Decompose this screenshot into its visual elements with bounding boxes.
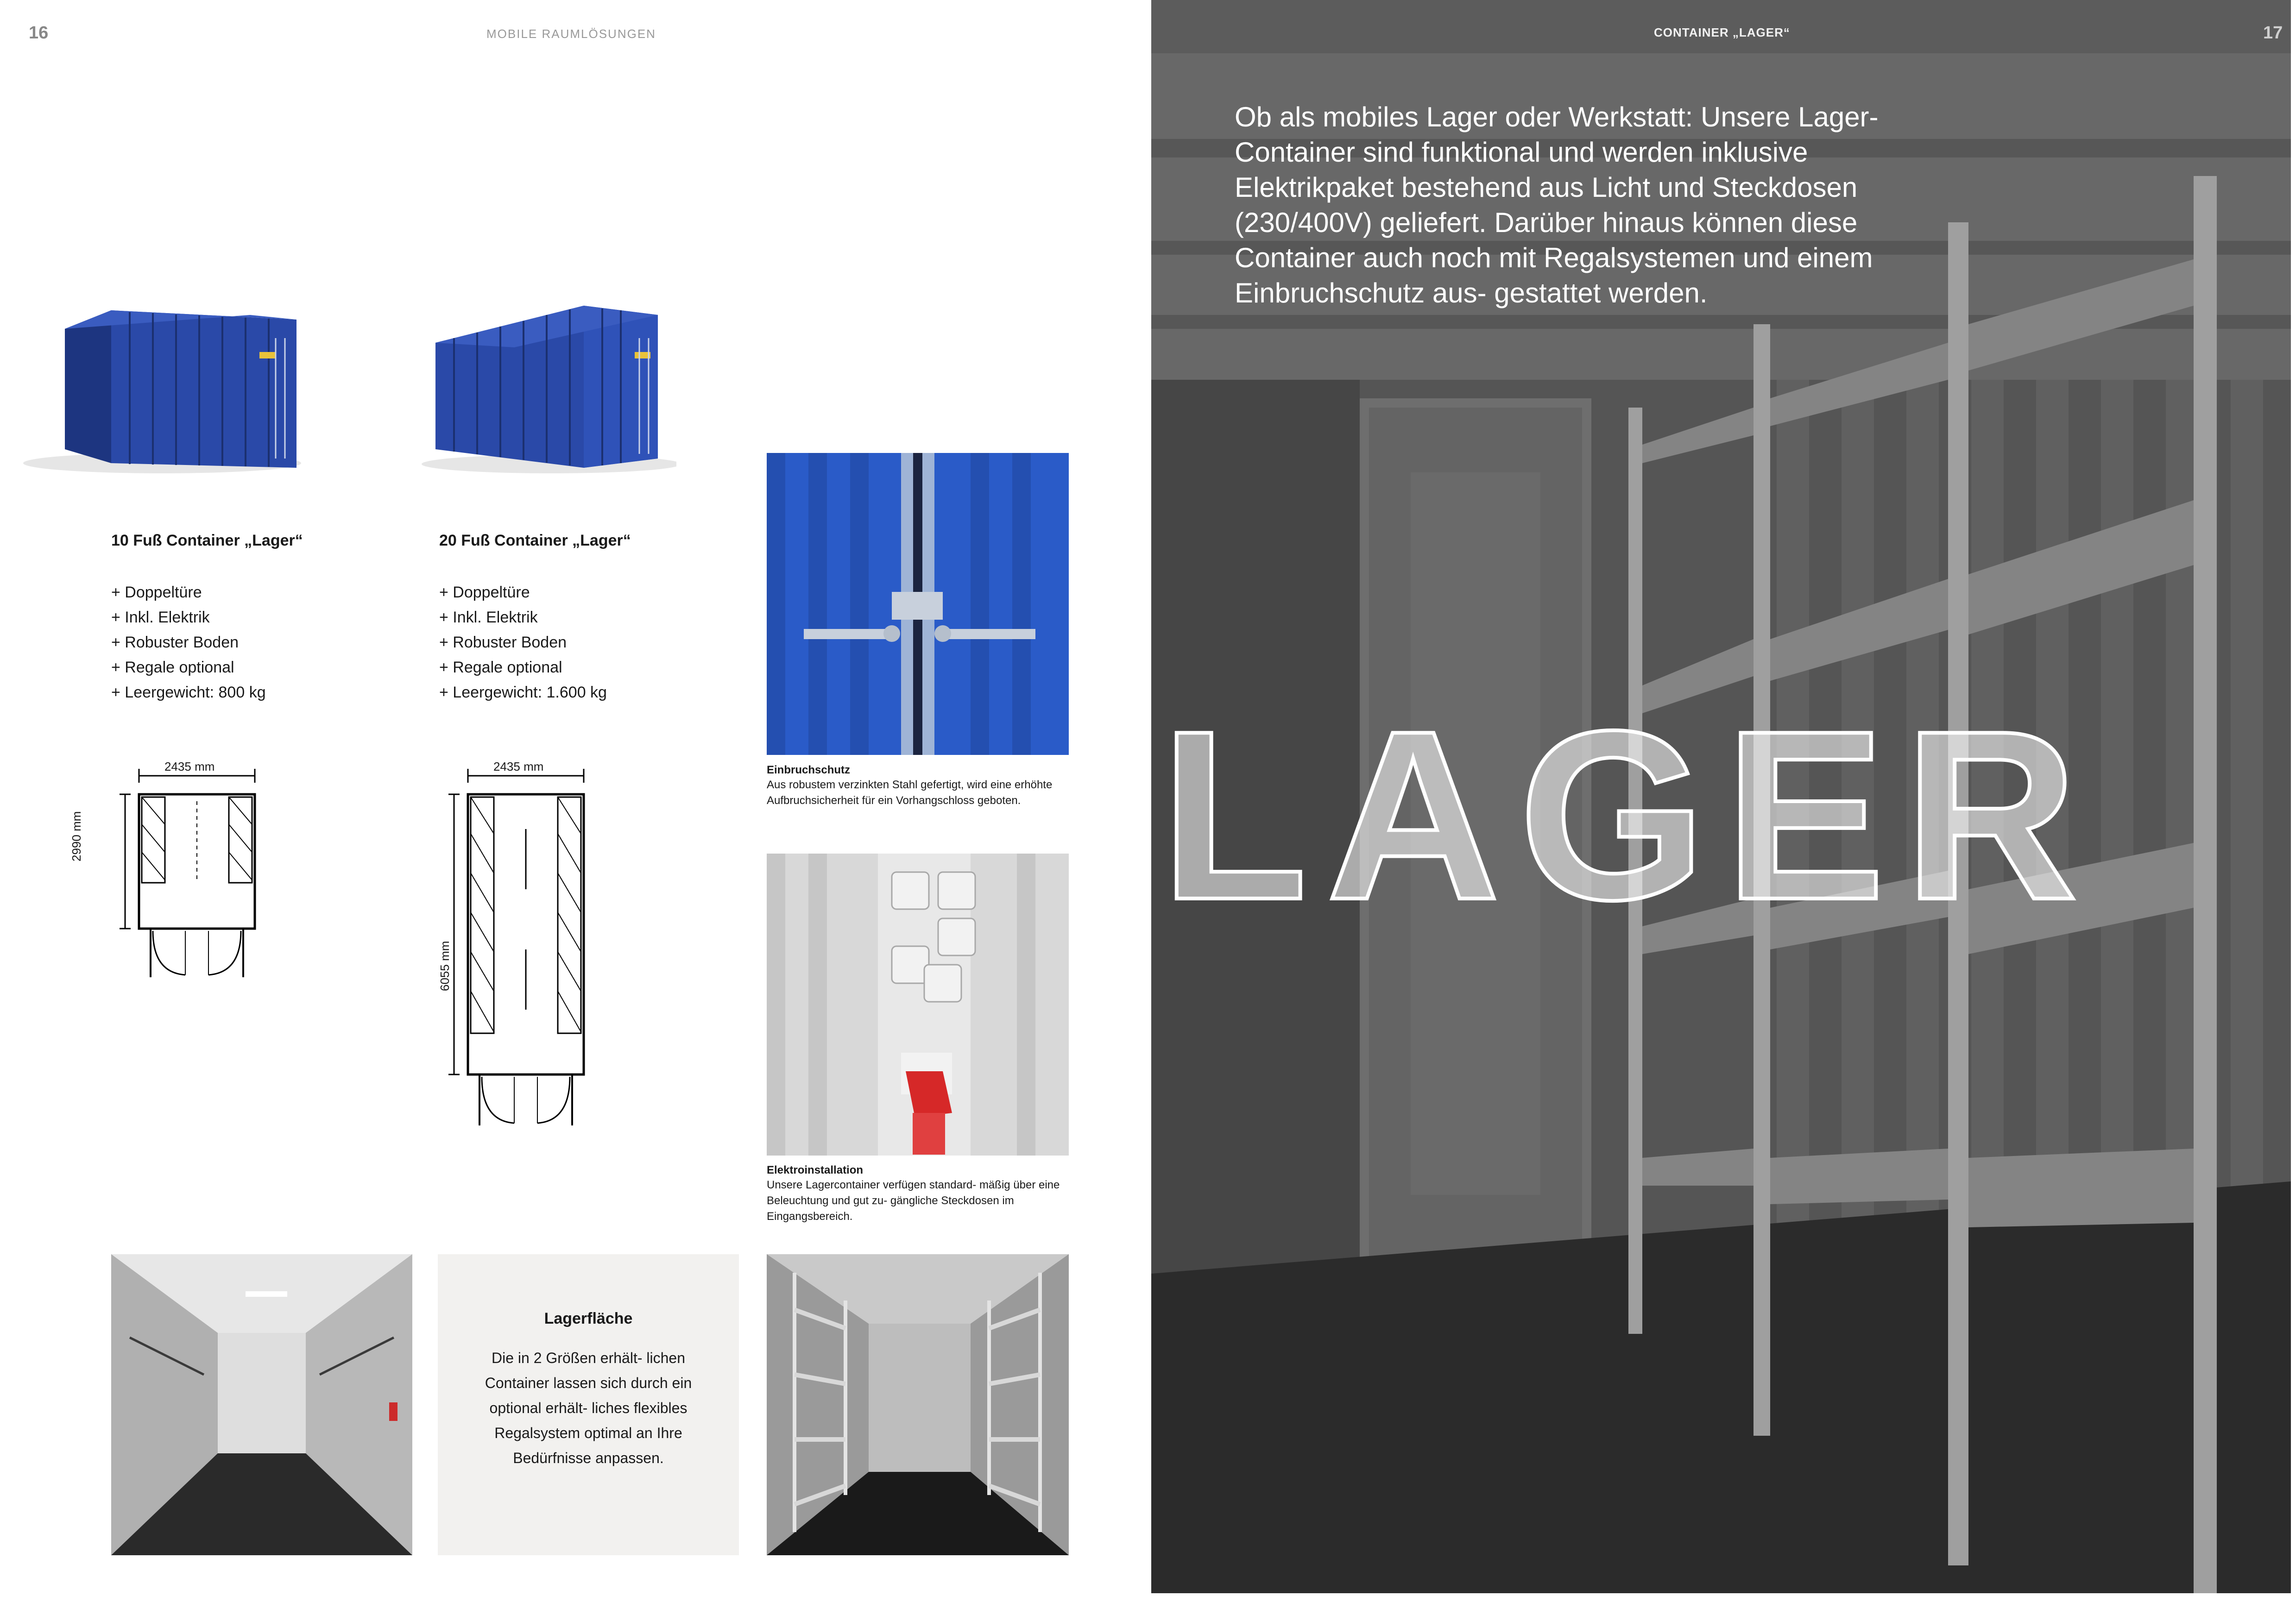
container-10ft-title: 10 Fuß Container „Lager“ <box>111 532 303 549</box>
photo-container-shelves <box>767 1254 1069 1555</box>
einbruchschutz-text: Aus robustem verzinkten Stahl gefertigt, wird eine erhöhte Aufbruchsicherheit für ein Vorhangschloss geboten. <box>767 779 1053 807</box>
feature-item: + Robuster Boden <box>111 634 239 651</box>
feature-item: + Inkl. Elektrik <box>439 609 538 626</box>
container-20ft-features <box>439 580 607 705</box>
dimension-length-10ft: 2990 mm <box>69 811 83 861</box>
feature-item: + Leergewicht: 800 kg <box>111 684 266 701</box>
right-page <box>1151 0 2296 1621</box>
container-10ft-features <box>111 580 266 705</box>
feature-item: + Doppeltüre <box>439 584 530 601</box>
lagerflaeche-text: Die in 2 Größen erhält- lichen Container lassen sich durch ein optional erhält- liches flexibles Regalsystem optimal an Ihre Bedürfnisse anpassen. <box>485 1350 692 1466</box>
feature-item: + Regale optional <box>439 659 562 676</box>
floorplan-10ft <box>107 755 283 996</box>
bottom-margin <box>1151 1593 2291 1621</box>
running-head-left: MOBILE RAUMLÖSUNGEN <box>486 27 656 41</box>
feature-item: + Leergewicht: 1.600 kg <box>439 684 607 701</box>
container-20ft-image <box>417 292 676 477</box>
photo-container-interior <box>111 1254 412 1555</box>
feature-item: + Inkl. Elektrik <box>111 609 210 626</box>
page-number-left: 16 <box>29 23 49 43</box>
photo-einbruchschutz <box>767 453 1069 755</box>
dimension-length-20ft: 6055 mm <box>438 941 452 991</box>
big-word-text: LAGER <box>1161 681 2096 940</box>
elektro-text: Unsere Lagercontainer verfügen standard- mäßig über eine Beleuchtung und gut zu- gängliche Steckdosen im Eingangsbereich. <box>767 1179 1060 1223</box>
feature-item: + Robuster Boden <box>439 634 567 651</box>
lagerflaeche-panel <box>438 1254 739 1555</box>
dimension-width-20ft: 2435 mm <box>493 760 544 773</box>
container-20ft-title: 20 Fuß Container „Lager“ <box>439 532 631 549</box>
running-head-right: CONTAINER „LAGER“ <box>1654 25 1790 39</box>
page-number-right: 17 <box>2263 23 2283 43</box>
feature-item: + Doppeltüre <box>111 584 202 601</box>
big-word-lager <box>1151 662 2296 940</box>
photo-elektroinstallation <box>767 854 1069 1156</box>
intro-paragraph: Ob als mobiles Lager oder Werkstatt: Unsere Lager-Container sind funktional und werden inklusive Elektrikpaket bestehend aus Licht und Steckdosen (230/400V) geliefert. Darüber hinaus können diese Container auch noch mit Regalsystemen und einem Einbruchschutz aus- gestattet werden. <box>1235 101 1879 308</box>
feature-item: + Regale optional <box>111 659 234 676</box>
container-10ft-image <box>19 292 306 477</box>
elektro-title: Elektroinstallation <box>767 1164 864 1176</box>
lagerflaeche-title: Lagerfläche <box>544 1310 633 1327</box>
einbruchschutz-title: Einbruchschutz <box>767 764 851 776</box>
floorplan-20ft <box>435 755 612 1135</box>
dimension-width-10ft: 2435 mm <box>164 760 215 773</box>
